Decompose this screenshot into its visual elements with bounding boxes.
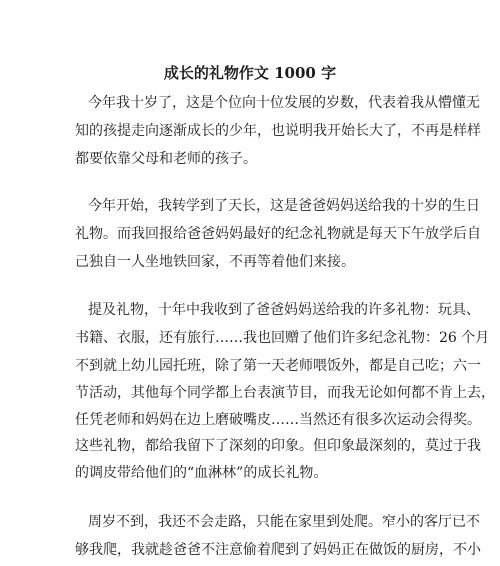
paragraph-line: 周岁不到，我还不会走路，只能在家里到处爬。窄小的客厅已不 (88, 514, 480, 530)
document-title: 成长的礼物作文 1000 字 (163, 64, 337, 82)
paragraph-line: 任凭老师和妈妈在边上磨破嘴皮……当然还有很多次运动会得奖。 (75, 412, 481, 428)
paragraph-line: 提及礼物，十年中我收到了爸爸妈妈送给我的许多礼物：玩具、 (88, 302, 480, 318)
paragraph-line: 知的孩提走向逐渐成长的少年，也说明我开始长大了，不再是样样 (75, 123, 481, 139)
paragraph-line: 这些礼物，都给我留下了深刻的印象。但印象最深刻的，莫过于我 (75, 438, 481, 454)
paragraph-line: 不到就上幼儿园托班，除了第一天老师喂饭外，都是自己吃；六一 (75, 358, 481, 374)
paragraph-line: 今年开始，我转学到了天长，这是爸爸妈妈送给我的十岁的生日 (88, 198, 480, 214)
paragraph-line: 己独自一人坐地铁回家，不再等着他们来接。 (75, 254, 355, 270)
paragraph-line: 礼物。而我回报给爸爸妈妈最好的纪念礼物就是每天下午放学后自 (75, 226, 481, 242)
paragraph-line: 节活动，其他每个同学都上台表演节目，而我无论如何都不肯上去， (75, 385, 495, 401)
paragraph-line: 够我爬，我就趁爸爸不注意偷着爬到了妈妈正在做饭的厨房，不小 (75, 542, 481, 558)
paragraph-line: 今年我十岁了，这是个位向十位发展的岁数，代表着我从懵懂无 (88, 95, 480, 111)
paragraph-line: 的调皮带给他们的“血淋林”的成长礼物。 (75, 465, 328, 481)
paragraph-line: 都要依靠父母和老师的孩子。 (75, 151, 257, 167)
paragraph-line: 书籍、衣服，还有旅行……我也回赠了他们许多纪念礼物：26 个月 (75, 330, 490, 346)
